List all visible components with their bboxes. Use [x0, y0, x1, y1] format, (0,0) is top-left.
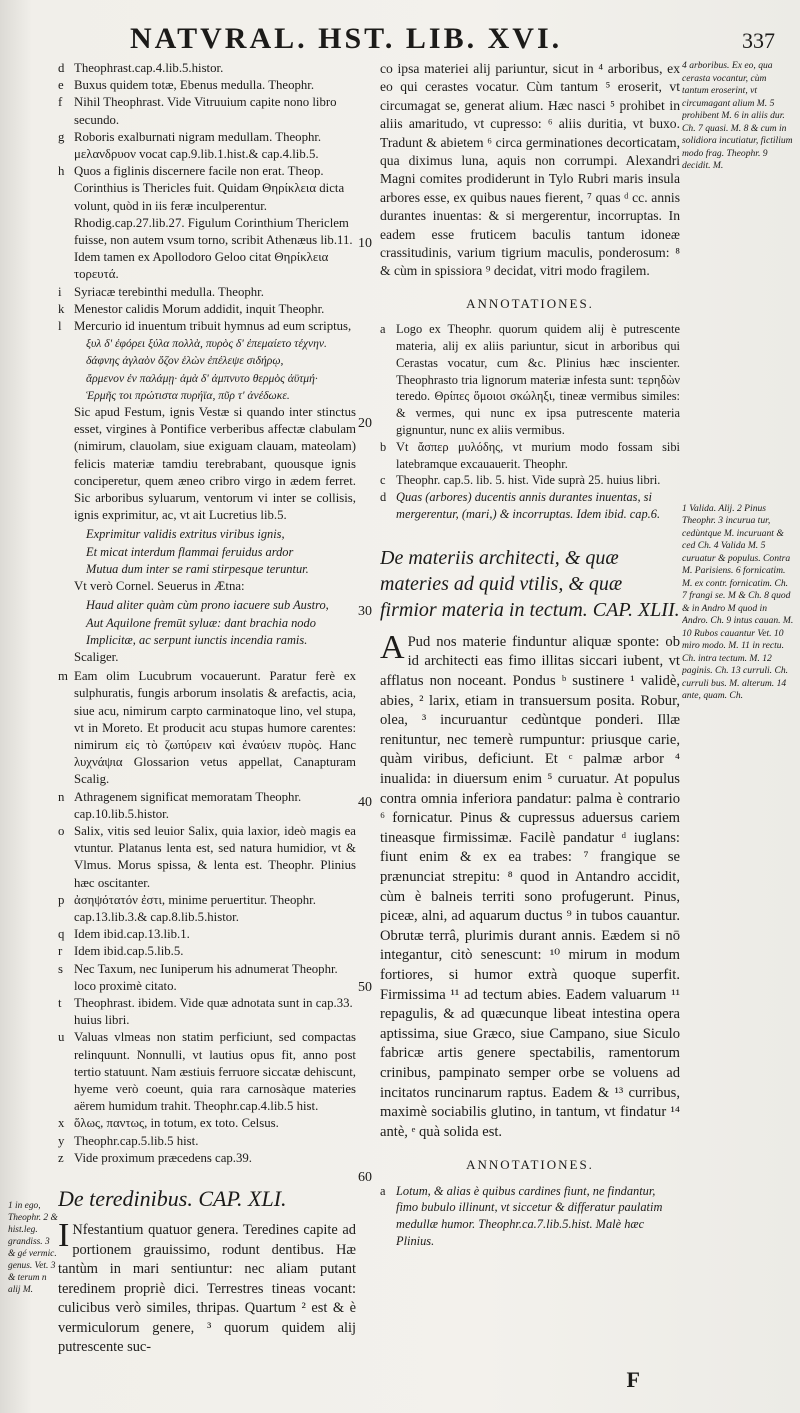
note-l: l Mercurio id inuentum tribuit hymnus ad eum scriptus, [58, 319, 352, 334]
annotations-heading-2: ANNOTATIONES. [466, 1157, 594, 1173]
greek-verse-line: ἄρμενον ἐν παλάμῃ· ἀμὰ δ' ἀμπνυτο θερμὸς ἀϋτμή· [86, 371, 318, 385]
note-y: y Theophr.cap.5.lib.5 hist. [58, 1133, 199, 1148]
annotation-b: b Vt ἄσπερ μυλόδης, vt murium modo fossam sibi latebramque excauauerit. Theophr. [380, 439, 680, 471]
note-f: f Nihil Theophrast. Vide Vitruuium capite nono libro secundo. [58, 95, 337, 127]
note-s: s Nec Taxum, nec Iuniperum his adnumerat Theophr. loco proximè citato. [58, 961, 338, 993]
severus-verse: Haud aliter quàm cùm prono iacuere sub Austro, [86, 598, 329, 613]
note-h: h Quos a figlinis discernere facile non erat. Theop. Corinthius is Thericles fuit. Quidam Θηρίκλεια dicta volunt, quòd in iis feræ inculperentur. Rhodig.cap.27.lib.27. Figulum Corinthium Thericlem fuisse, non autem vsum torno, scribit Athenæus lib.11. Idem tamen ex Apollodoro Geloo citat Θηρίκλεια τορευτά. [58, 164, 353, 282]
greek-verse-line: δάφνης ἀγλαὸν ὄζον ἑλὼν ἐπέλεψε σιδήρῳ, [86, 354, 284, 368]
line-number: 30 [358, 604, 372, 619]
line-number: 50 [358, 980, 372, 995]
annotations-heading: ANNOTATIONES. [466, 295, 594, 311]
festus-paragraph: Sic apud Festum, ignis Vestæ si quando inter stinctus esset, virgines à Pontifice verberibus affectæ clabulam (nimirum, clauolam, siue exiguam clauam, mateolam) felicis materiæ tamdiu terebrabant, quousque ignis conciperetur, quem æneo cribro virgo in ædem ferret. Sic arboribus syluarum, ventorum vi inter se collisis, ignis exprimitur, ac, vt ait Lucretius lib.5. [74, 405, 356, 523]
chapter-41-text: I Nfestantium quatuor genera. Teredines capite ad portionem grauissimo, rodunt dentibus. Hæ tantùm in mari sentiuntur: nec aliam putant teredinem propriè dici. Terrestres tineas vocant: culicibus verò similes, thripas. Quartum ² est & è vermiculorum genere, ³ quorum quidem alij putrescente suc- [58, 1217, 356, 1355]
note-i: i Syriacæ terebinthi medulla. Theophr. [58, 284, 264, 299]
left-column [58, 60, 356, 1395]
annotation-a-2: a Lotum, & alias è quibus cardines fiunt, ne findantur, fimo bubulo illinunt, vt siccetur & differatur paulatim medullæ humor. Theophr.ca.7.lib.5.hist. Malè hæc Plinius. [380, 1183, 663, 1249]
note-z: z Vide proximum præcedens cap.39. [58, 1150, 252, 1165]
note-e: e Buxus quidem totæ, Ebenus medulla. Theophr. [58, 78, 315, 93]
note-x: x ὅλως, παντως, in totum, ex toto. Celsus. [58, 1116, 279, 1131]
severus-verse: Implicitæ, ac serpunt iunctis incendia ramis. [86, 632, 308, 647]
line-number: 60 [358, 1170, 372, 1185]
lucretius-verse: Mutua dum inter se rami stirpesque teruntur. [86, 561, 309, 576]
right-margin-notes-bottom: 1 Valida. Alij. 2 Pinus Theophr. 3 incurua tur, cedùntque M. incuruant & ced Ch. 4 Valida M. 5 curuatur & populus. Contra M. Parisiens. 6 fornicatim. M. ex contr. fornicatim. Ch. 7 frangi se. M & Ch. 8 quod & in Andro M quod in Andro. Ch. 9 intus cauan. M. 10 Rubos cauantur Vet. 10 miro modo. M. 11 in rectu. Ch. intra tectum. M. 12 paginis. Ch. 13 curruli. Ch. curruli bus. M. alterum. 14 ante, quam. Ch. [682, 502, 794, 701]
greek-verse-line: Ἑρμῆς τοι πρώτιστα πυρήϊα, πῦρ τ' ἀνέδωκε. [86, 388, 290, 402]
lucretius-verse: Et micat interdum flammai feruidus ardor [86, 544, 294, 559]
scaliger-attribution: Scaliger. [74, 649, 119, 664]
note-o: o Salix, vitis sed leuior Salix, quia laxior, ideò magis ea vtuntur. Platanus lenta est, sed natura humidior, vt & Vlmus. Morus spissa, & lenta est. Theophr. Plinius hæc oscitanter. [58, 823, 356, 890]
signature-mark: F [626, 1367, 640, 1392]
running-header [130, 22, 775, 56]
line-number: 10 [358, 236, 372, 251]
severus-verse: Aut Aquilone fremūt syluæ: dant brachia nodo [86, 615, 316, 630]
note-n: n Athragenem significat memoratam Theophr. cap.10.lib.5.histor. [58, 789, 302, 821]
note-q: q Idem ibid.cap.13.lib.1. [58, 927, 190, 942]
note-u: u Valuas vlmeas non statim perficiunt, sed compactas relinquunt. Nonnulli, vt lautius opus fit, anno post tertio statuunt. Nam æstiuis ferruore siccatæ dehiscunt, hyeme verò coeunt, quia rara carnosàque materies aërem humidum trahit. Theophr.cap.4.lib.5 hist. [58, 1030, 356, 1114]
severus-intro: Vt verò Cornel. Seuerus in Ætna: [74, 579, 245, 594]
note-p: p ἀσηψότατόν ἐστι, minime peruertitur. Theophr. cap.13.lib.3.& cap.8.lib.5.histor. [58, 892, 316, 924]
line-number: 20 [358, 416, 372, 431]
note-k: k Menestor calidis Morum addidit, inquit Theophr. [58, 301, 325, 316]
note-m: m Eam olim Lucubrum vocauerunt. Paratur ferè ex sulphuratis, fungis arborum insolatis & arefactis, acia, siue acu, nimirum carpto carminatoque lino, vel stupa, vt in Moreto. Et producit acu stupas humore carentes: nimirum εἰς τὸ ζωπύρειν καὶ ἐναύειν πυρὸς. Hanc λυχνάψια Glossarion vetus appellat, Canapturam Scalig. [58, 669, 356, 787]
drop-cap: I [58, 1217, 70, 1254]
greek-verse-line: ξυλ δ' ἐφόρει ξύλα πολλὰ, πυρὸς δ' ἐπεμαίετο τέχνην. [86, 337, 327, 351]
right-margin-notes-top: 4 arboribus. Ex eo, qua cerasta vocantur, cùm tantum eroserint, vt circumagant alium M. 5 prohibent M. 6 in aliis dur. Ch. 7 quasi. M. 8 & cum in solidiora incutiatur, fictilium modo frag. Theophr. 9 decidit. M. [682, 60, 793, 171]
chapter-41-title: De teredinibus. CAP. XLI. [58, 1186, 287, 1211]
lucretius-verse: Exprimitur validis extritus viribus ignis, [86, 527, 285, 542]
right-margin-notes [682, 60, 794, 1395]
drop-cap: A [380, 628, 405, 666]
header-title: NATVRAL. HST. LIB. XVI. [130, 22, 563, 55]
right-column [380, 60, 680, 1395]
annotation-d: d Quas (arbores) ducentis annis durantes inuentas, si mergerentur, (mari,) & incorruptas. Idem ibid. cap.6. [380, 490, 661, 522]
note-r: r Idem ibid.cap.5.lib.5. [58, 944, 184, 959]
chapter-42-title: De materiis architecti, & quæ materies ad quid vtilis, & quæ firmior materia in tectum. CAP. XLII. [380, 546, 680, 621]
note-g: g Roboris exalburnati nigram medullam. Theophr. μελανδρυον vocat cap.9.lib.1.hist.& cap.4.lib.5. [58, 129, 322, 162]
page-number: 337 [742, 28, 775, 53]
annotation-c: c Theophr. cap.5. lib. 5. hist. Vide suprà 25. huius libri. [380, 473, 661, 488]
left-margin-notes: 1 in ego, Theophr. 2 & hist.leg. grandiss. 3 & gé vermic. genus. Vet. 3 & terum n alij M. [8, 1201, 58, 1295]
chapter-42-text: A Pud nos materie finduntur aliquæ sponte: ob id architecti eas fimo illitas siccari iubent, vt afflatus non noceant. Pondus ᵇ sustinere ¹ validè, abies, ² larix, etiam in transuersum posita. Robur, olea, ³ incuruantur cedùntque ponderi. Illæ renituntur, nec temerè rumpuntur: priusque carie, quàm viribus, deficiunt. Et ᶜ palmæ arbor ⁴ inualida: in diuersum enim ⁵ curuatur. At populus contra omnia inferiora pandatur: palma è contrario ⁶ fornicatur. Pinus & cupressus aduersus cariem tineasque firmissimæ. Facilè pandatur ᵈ iuglans: fiunt enim & ex ea trabes: ⁷ frangique se prænunciat strepitu: ⁸ quod in Antandro accidit, cùm è balneis territi sono profugerunt. Pinus, piceæ, alni, ad aquarum ductus ⁹ in tubos cauantur. Obrutæ terrâ, plurimis durant annis. Eædem si nō integantur, citò senescunt: ¹⁰ mirum in modum fortiores, si humor extrà quoque superfit. Firmissima ¹¹ ad tectum abies. Eadem valuarum ¹¹ repagulis, & ad quæcunque libeat intestina opera aptissima, siue Græco, siue Campano, siue Siculo fabricæ artis genere spectabilis, ramentorum crinibus, pampinato semper orbe se voluens ad incitatos runcinarum raptus. Eadem & ¹³ curribus, maximè sociabilis glutino, in tantum, vt findatur ¹⁴ antè, ᵉ quà solida est. [380, 628, 680, 1140]
line-number: 40 [358, 795, 372, 810]
annotation-a: a Logo ex Theophr. quorum quidem alij è putrescente materia, alij ex aliis pariuntur, sicut in arboribus qui Cerastas vocatur, cum &c. Plinius hæc inscienter. Theophrasto tria lignorum materiæ infesta sunt: τερηδὼν teredo. Θρίπες ὅμοιοι σκώληξι, tineæ vermibus similes: & vermes, qui nunc ex ipsa putrescente materia gignuntur, nunc ex aliis vermibus. [380, 322, 680, 438]
note-d: d Theophrast.cap.4.lib.5.histor. [58, 61, 224, 75]
chapter-41-continuation: co ipsa materiei alij pariuntur, sicut in ⁴ arboribus, ex eo qui cerastes vocatur. Cùm tantum ⁵ eroserit, vt circumagat se, generat alium. Hæc nasci ⁵ prohibet in aliis amaritudo, vt cupresso: ⁶ aliis duritia, vt buxo. Tradunt & abietem ⁶ circa germinationes decorticatam, qua diximus luna, aquis non corrumpi. Alexandri Magni comites prodiderunt in Tylo Rubri maris insula arbores esse, ex quibus naues fierent, ⁷ quas ᵈ cc. annis durantes inuentas: & si mergerentur, incorruptas. In eadem esse fruticem baculis tantum idoneæ crassitudinis, varium tigrium maculis, ponderosum: ⁸ & cùm in spissiora ⁹ decidat, vitri modo fragilem. [380, 61, 680, 279]
note-t: t Theophrast. ibidem. Vide quæ adnotata sunt in cap.33. huius libri. [58, 995, 353, 1028]
